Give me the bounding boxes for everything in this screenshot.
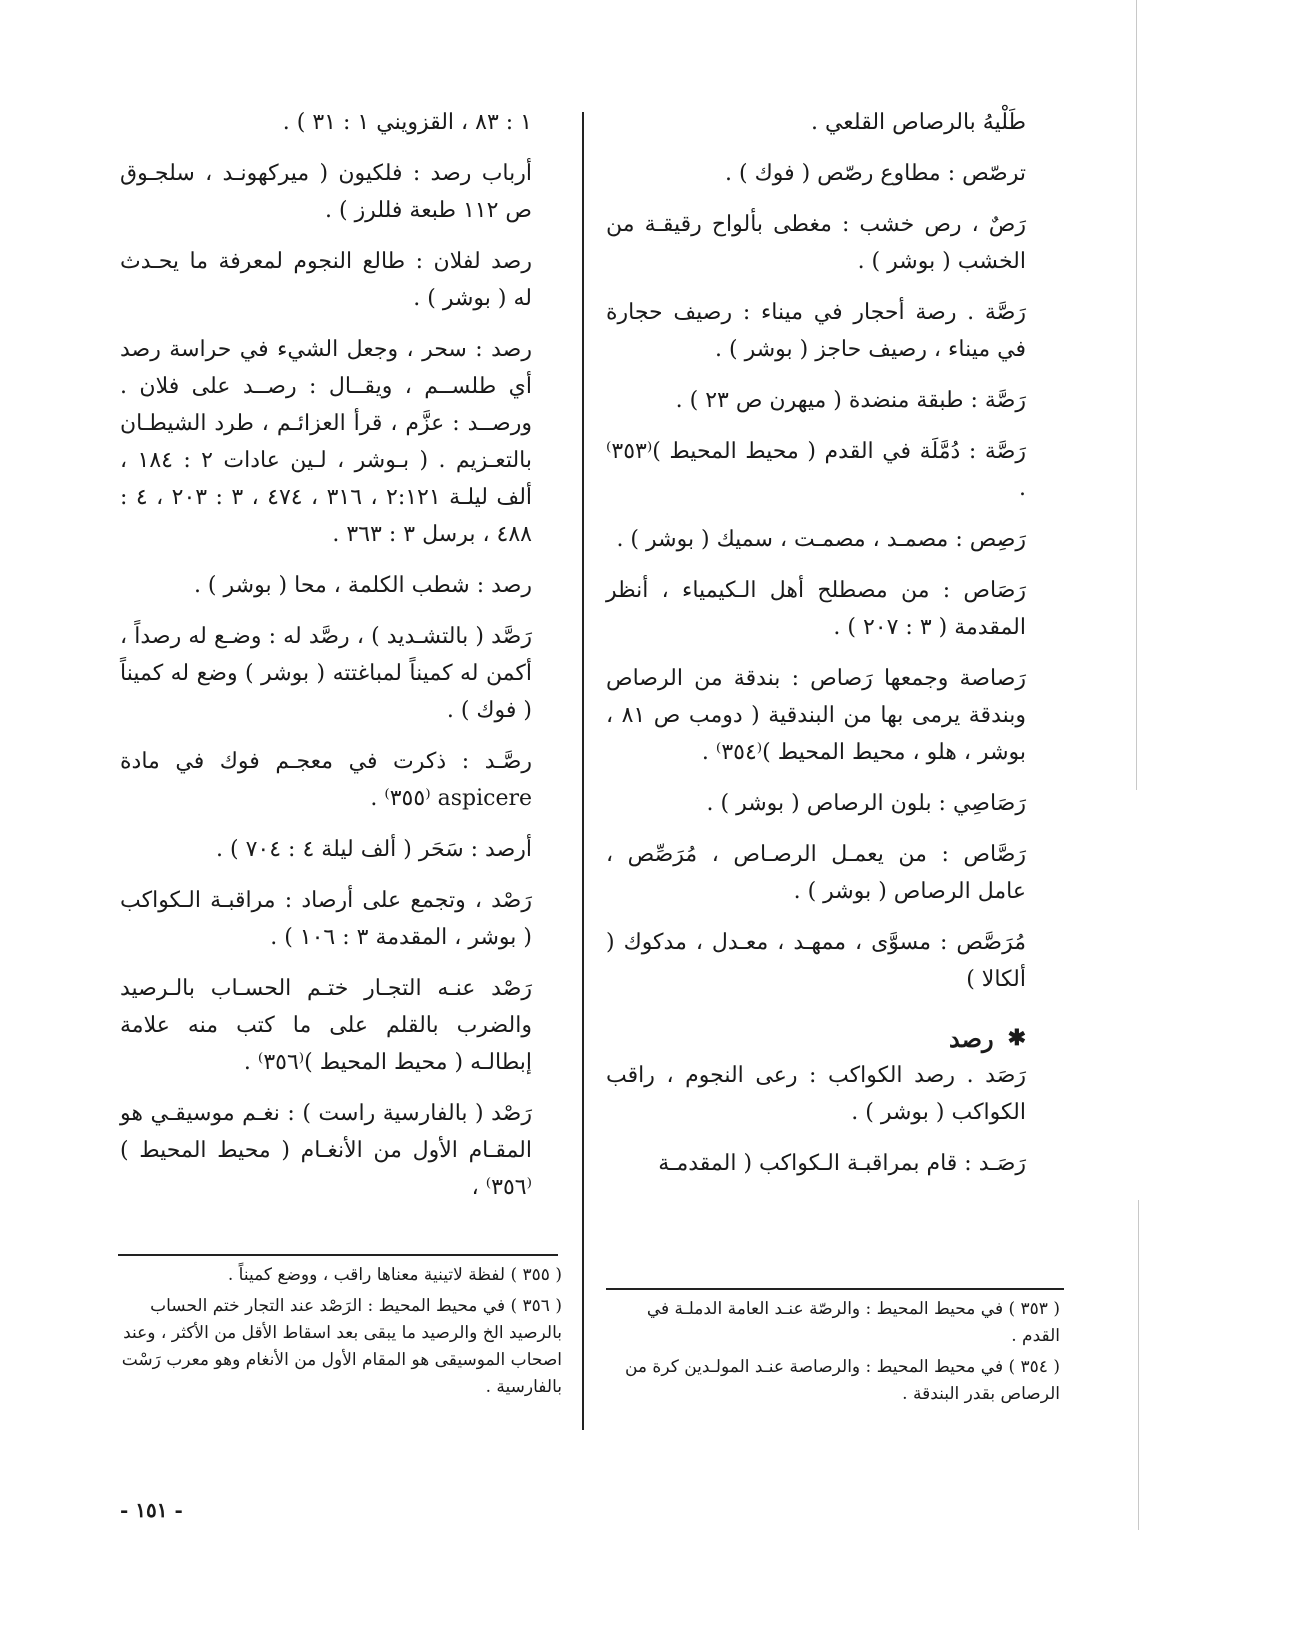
dictionary-entry: رصد : سحر ، وجعل الشيء في حراسة رصد أي طلســم ، ويقــال : رصــد على فلان . ورصــد : عزَّم ، قرأ العزائـم ، طرد الشيطـان بالتعـزيم . ( بـوشر ، لـين عادات ٢ : ١٨٤ ، ألف ليلـة ٢:١٢١ ، ٣١٦ ، ٤٧٤ ، ٣ : ٢٠٣ ، ٤ : ٤٨٨ ، برسل ٣ : ٣٦٣ .: [120, 337, 533, 547]
footnote-text: في محيط المحيط : الرَصْد عند التجار ختم الحساب بالرصيد الخ والرصيد ما يبقى بعد اسقاط الأقل من الأكثر ، وعند اصحاب الموسيقى هو المقام الأول من الأنغام وهو معرب رَسْت بالفارسية .: [121, 1296, 562, 1397]
scan-edge-mark: [1138, 1200, 1139, 1530]
left-column: [120, 104, 532, 1220]
dictionary-entry: رَصَّد ( بالتشـديد ) ، رصَّد له : وضـع له رصداً ، أكمن له كميناً لمباغتته ( بوشر ) وضع له كميناً ( فوك ) .: [120, 624, 532, 723]
footnotes-right: [606, 1296, 1060, 1412]
scan-edge-mark: [1136, 0, 1137, 790]
footnote-rule: [606, 1288, 1064, 1290]
dictionary-entry: رَصِص : مصمـد ، مصمـت ، سميك ( بوشر ) .: [616, 527, 1026, 552]
footnote-number: ( ٣٥٥ ): [510, 1265, 562, 1285]
dictionary-entry: رَصَـد : قام بمراقبـة الـكواكب ( المقدمـة: [658, 1151, 1026, 1176]
dictionary-entry: ١ : ٨٣ ، القزويني ١ : ٣١ ) .: [282, 110, 532, 135]
footnote: [606, 1354, 1060, 1408]
section-title: رصد: [948, 1024, 994, 1053]
footnote: [116, 1262, 562, 1289]
dictionary-entry: رصد : شطب الكلمة ، محا ( بوشر ) .: [193, 573, 532, 598]
dictionary-entry: رصد لفلان : طالع النجوم لمعرفة ما يحـدث له ( بوشر ) .: [120, 249, 532, 311]
section-heading: [606, 1020, 1026, 1057]
footnote: [606, 1296, 1060, 1350]
footnote-text: لفظة لاتينية معناها راقب ، ووضع كميناً .: [227, 1265, 506, 1285]
dictionary-entry: رَصْد عنـه التجـار ختـم الحسـاب بالـرصيد والضرب بالقلم على ما كتب منه علامة إبطالـه ( محيط المحيط )⁽٣٥٦⁾ .: [120, 976, 532, 1075]
dictionary-entry: رَصَد . رصد الكواكب : رعى النجوم ، راقب الكواكب ( بوشر ) .: [606, 1063, 1026, 1125]
footnote-rule: [118, 1254, 558, 1256]
dictionary-entry: ترصّص : مطاوع رصّص ( فوك ) .: [725, 161, 1026, 186]
dictionary-entry: رَصَّة . رصة أحجار في ميناء : رصيف حجارة في ميناء ، رصيف حاجز ( بوشر ) .: [606, 300, 1026, 362]
dictionary-entry: رَصَّة : دُمَّلَة في القدم ( محيط المحيط )⁽٣٥٣⁾ .: [606, 439, 1026, 501]
footnote-number: ( ٣٥٦ ): [510, 1296, 562, 1316]
footnote: [116, 1293, 562, 1401]
footnote-text: في محيط المحيط : والرصاصة عنـد المولـدين كرة من الرصاص بقدر البندقة .: [624, 1357, 1060, 1404]
footnote-text: في محيط المحيط : والرصّة عنـد العامة الدملـة في القدم .: [646, 1299, 1060, 1346]
dictionary-entry: أرباب رصد : فلكيون ( ميركهونـد ، سلجـوق ص ١١٢ طبعة فللرز ) .: [120, 161, 532, 223]
footnote-number: ( ٣٥٣ ): [1008, 1299, 1060, 1319]
dictionary-entry: رَصٌ ، رص خشب : مغطى بألواح رقيقـة من الخشب ( بوشر ) .: [606, 212, 1026, 274]
right-column: [606, 104, 1026, 1196]
footnotes-left: [116, 1262, 562, 1405]
dictionary-entry: رَصْد ( بالفارسية راست ) : نغـم موسيقـي هو المقـام الأول من الأنغـام ( محيط المحيط )⁽٣٥٦⁾ ،: [120, 1101, 532, 1200]
dictionary-entry: رَصْد ، وتجمع على أرصاد : مراقبـة الـكواكب ( بوشر ، المقدمة ٣ : ١٠٦ ) .: [120, 888, 532, 950]
dictionary-entry: رَصَاصِي : بلون الرصاص ( بوشر ) .: [706, 791, 1026, 816]
dictionary-entry: مُرَصَّص : مسوَّى ، ممهـد ، معـدل ، مدكوك ( ألكالا ): [606, 930, 1026, 992]
footnote-number: ( ٣٥٤ ): [1008, 1357, 1060, 1377]
column-divider: [582, 112, 584, 1430]
dictionary-entry: رصَّـد : ذكرت في معجـم فوك في مادة aspicere ⁽٣٥٥⁾ .: [120, 749, 532, 811]
dictionary-entry: رَصَاص : من مصطلح أهل الـكيمياء ، أنظر المقدمة ( ٣ : ٢٠٧ ) .: [606, 578, 1026, 640]
dictionary-entry: أرصد : سَحَر ( ألف ليلة ٤ : ٧٠٤ ) .: [216, 837, 532, 862]
page-number: - ١٥١ -: [120, 1498, 183, 1522]
dictionary-entry: رَصَّاص : من يعمـل الرصـاص ، مُرَصِّص ، عامل الرصاص ( بوشر ) .: [606, 842, 1026, 904]
dictionary-entry: رَصَّة : طبقة منضدة ( ميهرن ص ٢٣ ) .: [675, 388, 1026, 413]
asterisk-icon: ✱: [1007, 1025, 1026, 1051]
dictionary-entry: رَصاصة وجمعها رَصاص : بندقة من الرصاص وبندقة يرمى بها من البندقية ( دومب ص ٨١ ، بوشر ، هلو ، محيط المحيط )⁽٣٥٤⁾ .: [606, 666, 1026, 765]
dictionary-entry: طَلْيهُ بالرصاص القلعي .: [810, 110, 1026, 135]
